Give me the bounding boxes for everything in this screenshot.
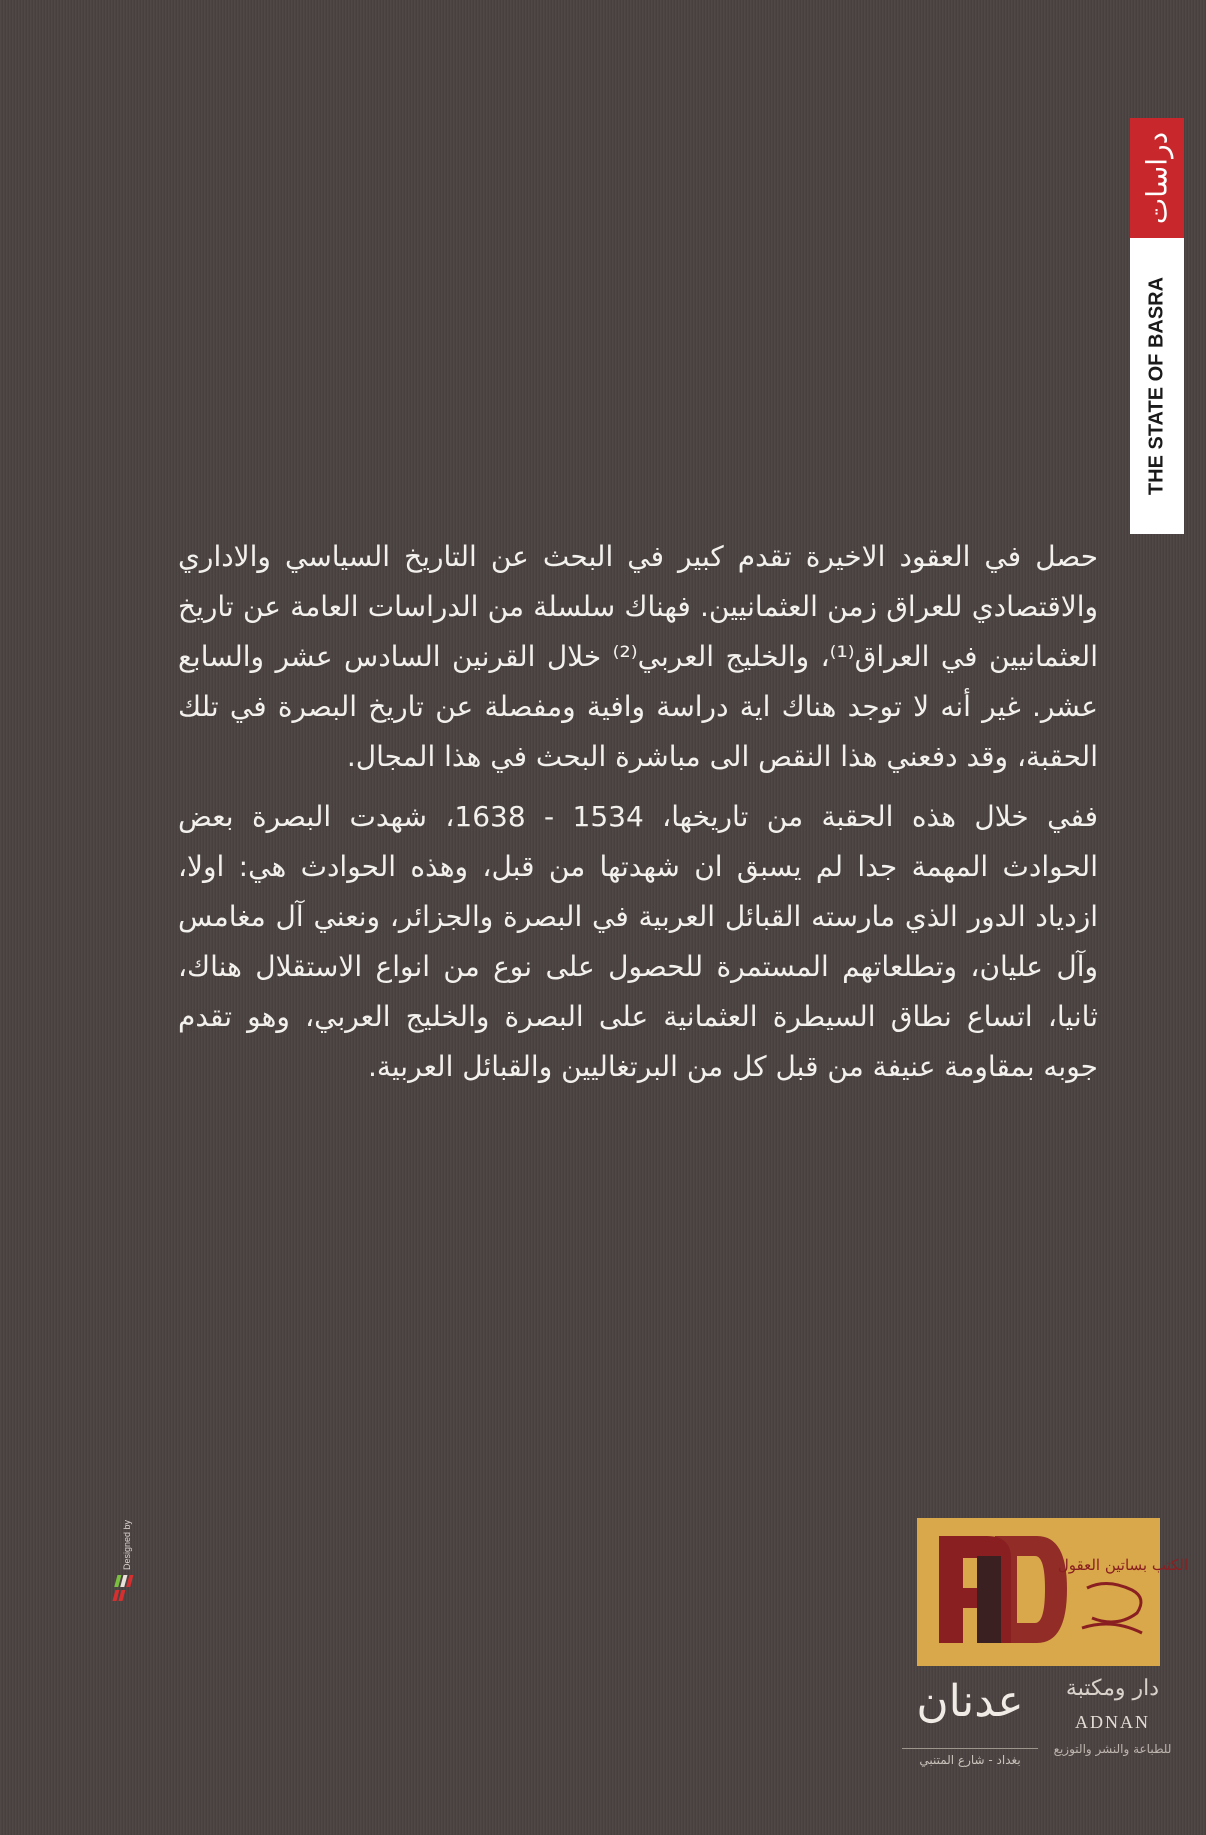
publisher-tagline: للطباعة والنشر والتوزيع [1053, 1742, 1172, 1756]
publisher-house-label: دار ومكتبة [1065, 1676, 1160, 1701]
blurb-paragraph-1: حصل في العقود الاخيرة تقدم كبير في البحث عن التاريخ السياسي والاداري والاقتصادي للعراق زمن العثمانيين. فهناك سلسلة من الدراسات العامة عن تاريخ العثمانيين في العراق⁽¹⁾، والخليج العربي⁽²⁾ خلال القرنين السادس عشر والسابع عشر. غير أنه لا توجد هناك اية دراسة وافية ومفصلة عن تاريخ البصرة في تلك الحقبة، وقد دفعني هذا النقص الى مباشرة البحث في هذا المجال. [178, 540, 1098, 773]
book-title-english: THE STATE OF BASRA [1145, 276, 1168, 496]
back-cover-blurb [178, 532, 1098, 1102]
blurb-paragraph-2: ففي خلال هذه الحقبة من تاريخها، 1534 - 1638، شهدت البصرة بعض الحوادث المهمة جدا لم يسبق ان شهدتها من قبل، وهذه الحوادث هي: اولا، ازدياد الدور الذي مارسته القبائل العربية في البصرة والجزائر، ونعني آل مغامس وآل عليان، وتطلعاتهم المستمرة للحصول على نوع من انواع الاستقلال هناك، ثانيا، اتساع نطاق السيطرة العثمانية على البصرة والخليج العربي، وهو تقدم جوبه بمقاومة عنيفة من قبل كل من البرتغاليين والقبائل العربية. [178, 800, 1098, 1083]
designer-logo-icon [116, 1573, 138, 1603]
publisher-logo-mark [917, 1518, 1189, 1666]
designer-credit [112, 1515, 142, 1605]
series-tab [1130, 118, 1184, 534]
publisher-logo [917, 1518, 1189, 1666]
publisher-location: بغداد - شارع المتنبي [902, 1748, 1038, 1767]
publisher-imprint [900, 1670, 1180, 1790]
logo-calligraphy-text: الكتب بساتين العقول [1057, 1556, 1189, 1574]
publisher-name-arabic: عدنان [916, 1676, 1024, 1727]
series-red-band [1130, 118, 1184, 238]
series-label-arabic: دراسات [1140, 131, 1174, 225]
designer-credit-text: Designed by [122, 1519, 132, 1571]
publisher-name-english: ADNAN [1075, 1712, 1150, 1732]
